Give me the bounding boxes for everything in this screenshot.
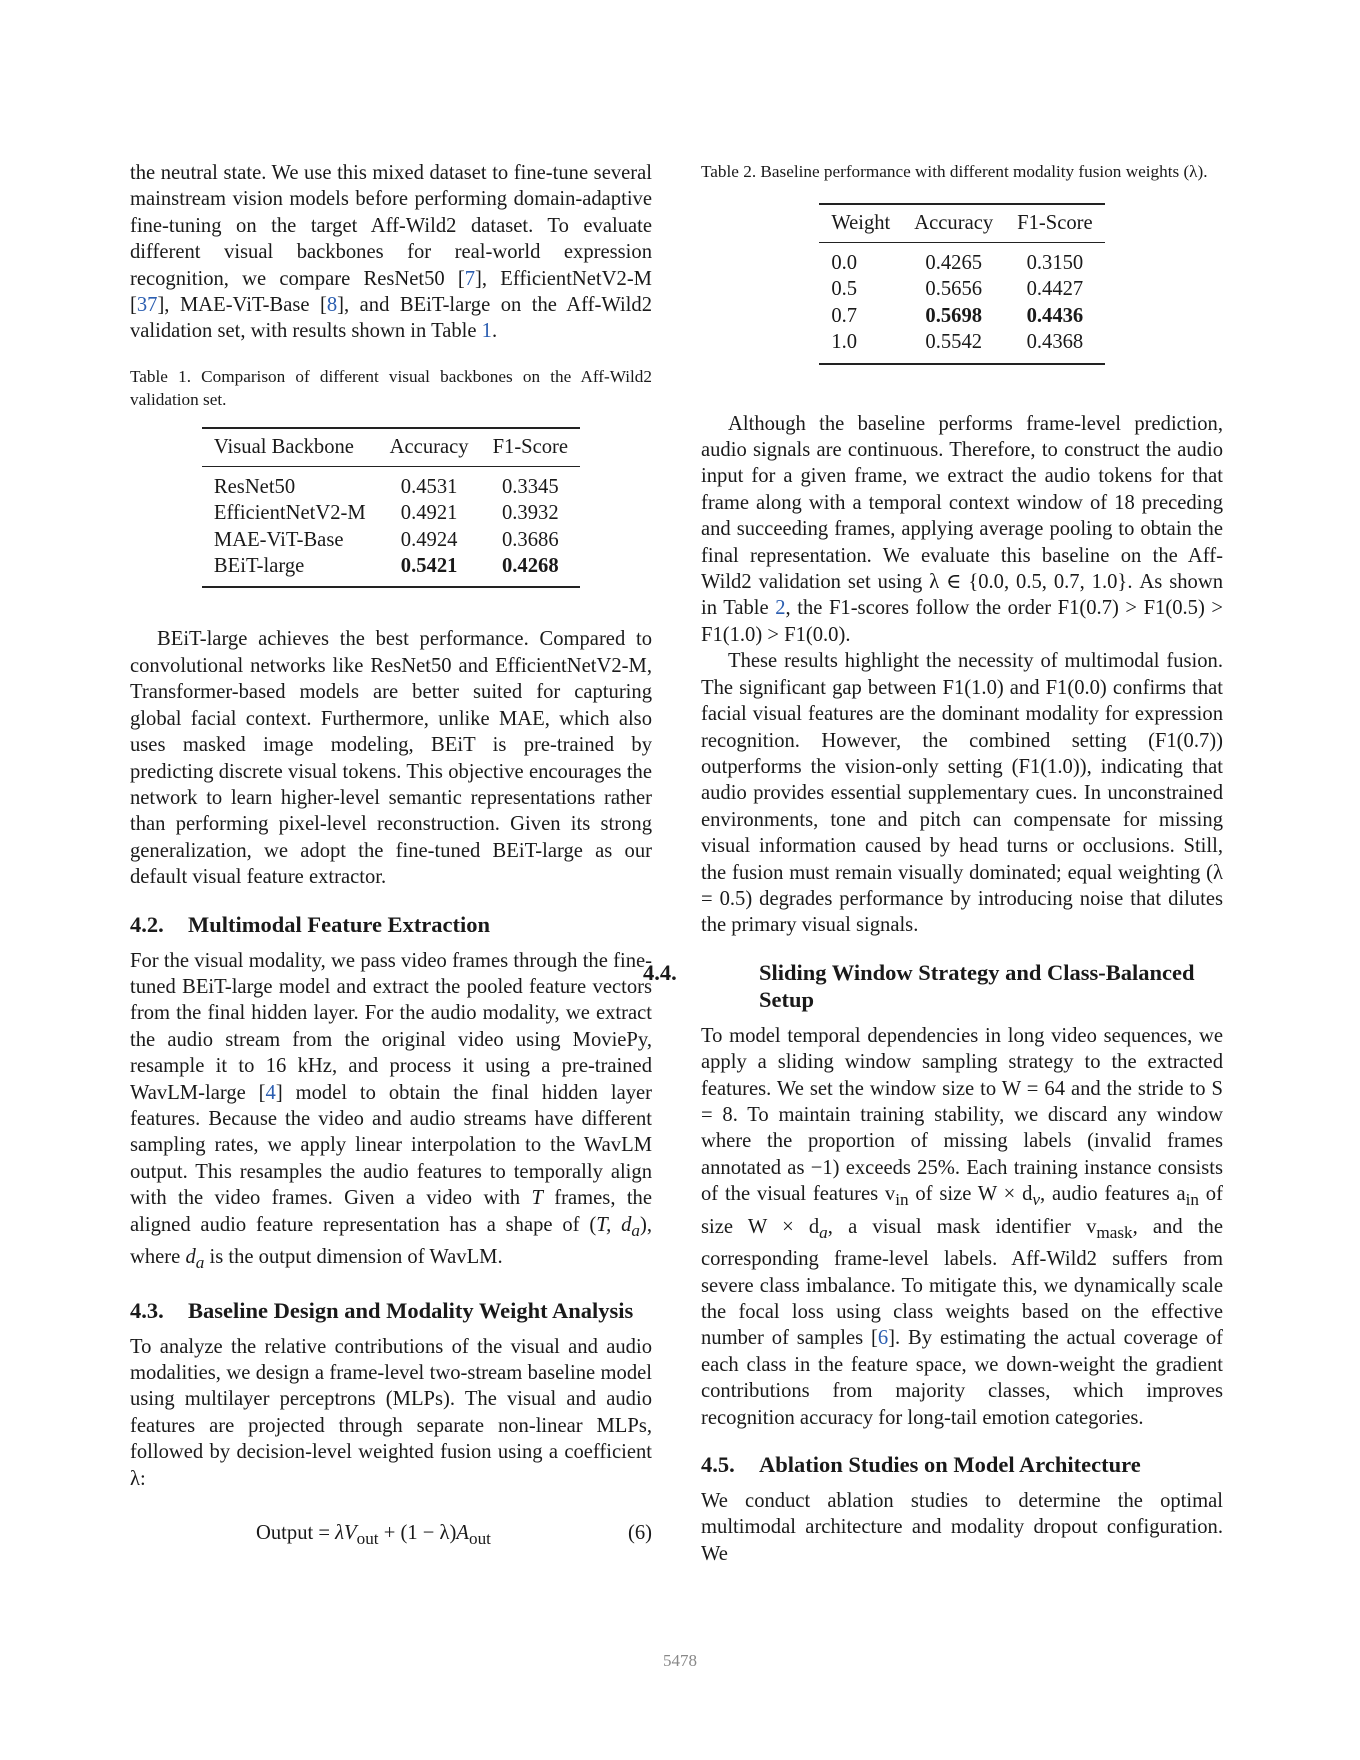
table-cell: 0.5 — [831, 278, 858, 301]
section-4-2-paragraph: For the visual modality, we pass video frames through the fine-tuned BEiT-large model and extract the pooled feature vectors from the final hidden layer. For the audio modality, we extract the audio stream from the original video using MoviePy, resample it to 16 kHz, and process it using a pre-trained WavLM-large [4] model to obtain the final hidden layer features. Because the video and audio streams have different sampling rates, we apply linear interpolation to the WavLM output. This resamples the audio features to temporally align with the video frames. Given a video with T frames, the aligned audio feature representation has a shape of (T, $d_a$), where $d_a$ is the output dimension of WavLM. — [130, 949, 653, 1273]
section-title: Ablation Studies on Model Architecture — [759, 1452, 1141, 1478]
table-cell: 0.4265 — [925, 252, 983, 274]
equation-body: Output = $\lambda V_{out} + (1 - \lambda)A_{out}$ — [256, 1522, 491, 1549]
table-row — [202, 553, 580, 587]
table-row — [819, 243, 1104, 277]
table-cell: 1.0 — [831, 331, 858, 354]
section-4-2-heading — [130, 911, 652, 938]
table-cell: 0.5656 — [925, 278, 983, 301]
table-cell: 0.7 — [831, 304, 858, 327]
column-header: Accuracy — [389, 435, 469, 458]
table-row — [202, 527, 580, 553]
table-cell: 0.4427 — [1026, 278, 1084, 301]
section-title: Sliding Window Strategy and Class-Balanced Setup — [759, 959, 1195, 1012]
intro-paragraph: the neutral state. We use this mixed dataset to fine-tune several mainstream vision models before performing domain-adaptive fine-tuning on the target Aff-Wild2 dataset. To evaluate different visual backbones for real-world expression recognition, we compare ResNet50 [7], EfficientNetV2-M [37], MAE-ViT-Base [8], and BEiT-large on the Aff-Wild2 validation set, with results shown in Table 1. — [130, 162, 652, 343]
citation-link[interactable]: 6 — [877, 1327, 889, 1350]
table-cell: 0.3686 — [501, 528, 559, 551]
table-row — [819, 329, 1104, 363]
table1-caption: Table 1. Comparison of different visual backbones on the Aff-Wild2 validation set. — [130, 366, 652, 409]
table-cell: 0.0 — [831, 252, 858, 274]
column-header: Accuracy — [914, 212, 994, 234]
table-reference-link[interactable]: 2 — [775, 597, 786, 620]
table2-fusion-weights — [819, 203, 1104, 365]
table-cell: MAE-ViT-Base — [213, 528, 344, 551]
table-row — [202, 466, 580, 500]
table-cell-best: 0.4268 — [501, 555, 559, 578]
right-column — [643, 160, 1223, 1567]
table-row — [819, 303, 1104, 329]
table-cell: BEiT-large — [213, 555, 305, 578]
section-number: 4.2. — [130, 911, 164, 937]
equation-number: (6) — [627, 1522, 652, 1545]
section-4-5-heading — [701, 1451, 1223, 1478]
column-header: F1-Score — [1017, 212, 1093, 234]
column-header: Visual Backbone — [213, 435, 354, 458]
table-row — [202, 500, 580, 526]
table-cell: 0.4924 — [400, 528, 458, 551]
table-cell: 0.3932 — [501, 502, 559, 525]
column-header: Weight — [831, 212, 891, 234]
table-cell: 0.3150 — [1026, 252, 1084, 274]
table2-caption: Table 2. Baseline performance with different modality fusion weights (λ). — [701, 162, 1208, 181]
table-header-row — [819, 204, 1104, 243]
table-cell-best: 0.5421 — [400, 555, 458, 578]
baseline-paragraph: Although the baseline performs frame-level prediction, audio signals are continuous. Therefore, to construct the audio input for a given frame, we extract the audio tokens for that frame along with a temporal context window of 18 preceding and succeeding frames, applying average pooling to obtain the final representation. We evaluate this baseline on the Aff-Wild2 validation set using λ ∈ {0.0, 0.5, 0.7, 1.0}. As shown in Table 2, the F1-scores follow the order F1(0.7) > F1(0.5) > F1(1.0) > F1(0.0). — [701, 412, 1223, 646]
table-cell: 0.4921 — [400, 502, 458, 525]
column-header: F1-Score — [492, 435, 569, 458]
beit-paragraph: BEiT-large achieves the best performance. Compared to convolutional networks like ResNet50 and EfficientNetV2-M, Transformer-based models are better suited for capturing global facial context. Furthermore, unlike MAE, which also uses masked image modeling, BEiT is pre-trained by predicting discrete visual tokens. This objective encourages the network to learn higher-level semantic representations rather than performing pixel-level reconstruction. Given its strong generalization, we adopt the fine-tuned BEiT-large as our default visual feature extractor. — [130, 628, 652, 889]
table1-visual-backbones — [202, 427, 580, 589]
table-cell-best: 0.4436 — [1026, 304, 1084, 327]
equation-6 — [130, 1518, 652, 1548]
citation-link[interactable]: 7 — [464, 267, 476, 290]
section-4-3-paragraph: To analyze the relative contributions of the visual and audio modalities, we design a frame-level two-stream baseline model using multilayer perceptrons (MLPs). The visual and audio features are projected through separate non-linear MLPs, followed by decision-level weighted fusion using a coefficient λ: — [130, 1335, 652, 1490]
table-cell-best: 0.5698 — [925, 304, 983, 327]
table-reference-link[interactable]: 1 — [481, 320, 492, 343]
results-paragraph: These results highlight the necessity of multimodal fusion. The significant gap between F1(1.0) and F1(0.0) confirms that facial visual features are the dominant modality for expression recognition. However, the combined setting (F1(0.7)) outperforms the vision-only setting (F1(1.0)), indicating that audio provides essential supplementary cues. In unconstrained environments, tone and pitch can compensate for missing visual information caused by head turns or occlusions. Still, the fusion must remain visually dominated; equal weighting (λ = 0.5) degrades performance by introducing noise that dilutes the primary visual signals. — [701, 650, 1223, 937]
table-cell: EfficientNetV2-M — [213, 502, 366, 525]
left-column — [130, 160, 652, 1548]
section-number: 4.5. — [701, 1452, 735, 1478]
section-4-5-paragraph: We conduct ablation studies to determine the optimal multimodal architecture and modality dropout configuration. We — [701, 1490, 1223, 1565]
section-number: 4.3. — [130, 1297, 164, 1323]
section-title: Multimodal Feature Extraction — [188, 911, 491, 937]
table-cell: 0.5542 — [925, 331, 983, 354]
citation-link[interactable]: 4 — [265, 1081, 276, 1104]
section-title: Baseline Design and Modality Weight Analysis — [188, 1297, 634, 1323]
table-cell: 0.3345 — [501, 475, 559, 498]
page-number: 5478 — [663, 1651, 697, 1670]
section-4-3-heading — [130, 1297, 652, 1324]
table-cell: ResNet50 — [213, 475, 296, 498]
table-header-row — [202, 428, 580, 467]
section-4-4-paragraph: To model temporal dependencies in long video sequences, we apply a sliding window sampling strategy to the extracted features. We set the window size to W = 64 and the stride to S = 8. To maintain training stability, we discard any window where the proportion of missing labels (invalid frames annotated as −1) exceeds 25%. Each training instance consists of the visual features $v_{in}$ of size $W \times d_v$, audio features $a_{in}$ of size $W \times d_a$, a visual mask identifier $v_{mask}$, and the corresponding frame-level labels. Aff-Wild2 suffers from severe class imbalance. To mitigate this, we dynamically scale the focal loss using class weights based on the effective number of samples [6]. By estimating the actual coverage of each class in the feature space, we down-weight the gradient contributions from majority classes, which improves recognition accuracy for long-tail emotion categories. — [701, 1024, 1223, 1429]
table-cell: 0.4368 — [1026, 331, 1084, 354]
section-number: 4.4. — [643, 959, 677, 985]
table-row — [819, 276, 1104, 302]
table-cell: 0.4531 — [400, 475, 458, 498]
section-4-4-heading — [643, 959, 1223, 1013]
citation-link[interactable]: 8 — [326, 294, 338, 317]
citation-link[interactable]: 37 — [136, 294, 158, 317]
